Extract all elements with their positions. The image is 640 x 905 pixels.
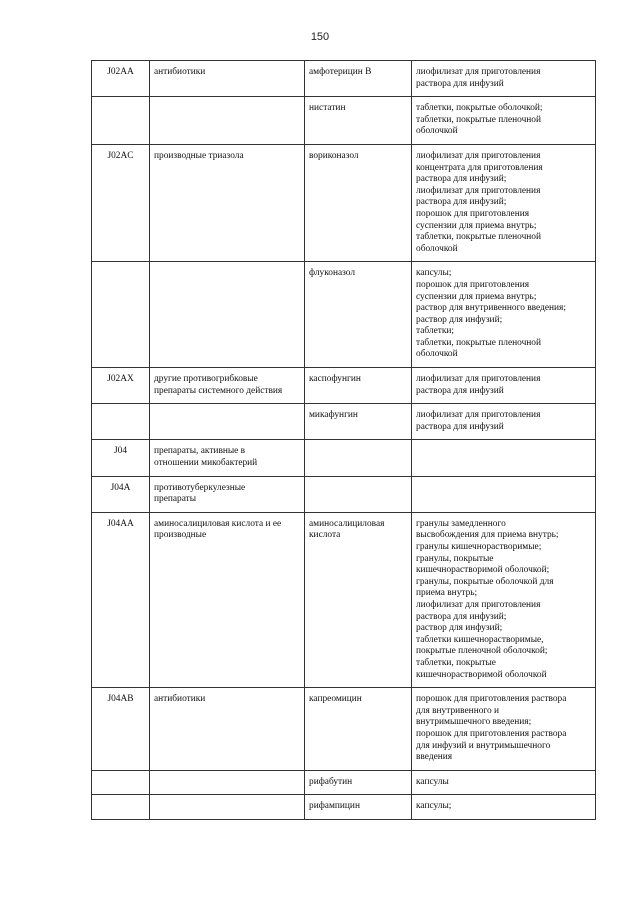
- group-name-cell: [150, 440, 305, 476]
- drug-name-line: каспофунгин: [309, 374, 361, 385]
- dosage-forms-line: для внутривенного и: [416, 705, 500, 716]
- drug-name-line: капреомицин: [309, 694, 362, 705]
- drug-name-line: рифабутин: [309, 776, 353, 787]
- atc-code-cell: J02AC: [92, 144, 150, 261]
- atc-code-cell: J02AA: [92, 61, 150, 97]
- drug-name-line: кислота: [309, 530, 341, 541]
- page-number: 150: [310, 31, 330, 43]
- dosage-forms-line: покрытые пленочной оболочкой;: [416, 646, 548, 657]
- drug-name-cell: [305, 440, 412, 476]
- group-name-cell: [150, 688, 305, 771]
- drug-table: [91, 60, 596, 820]
- table-row: [92, 440, 596, 476]
- group-name-line: антибиотики: [154, 694, 206, 705]
- drug-name-cell: [305, 404, 412, 440]
- dosage-forms-line: раствора для инфузий: [416, 78, 504, 89]
- dosage-forms-line: введения: [416, 752, 453, 763]
- dosage-forms-line: лиофилизат для приготовления: [416, 374, 541, 385]
- group-name-line: отношении микобактерий: [154, 458, 258, 469]
- group-name-line: другие противогрибковые: [154, 374, 258, 385]
- drug-name-cell: [305, 368, 412, 404]
- dosage-forms-line: для инфузий и внутримышечного: [416, 740, 551, 751]
- dosage-forms-line: гранулы кишечнорастворимые;: [416, 542, 542, 552]
- table-row: [92, 262, 596, 368]
- dosage-forms-line: раствора для инфузий;: [416, 611, 507, 622]
- dosage-forms-line: гранулы, покрытые оболочкой для: [416, 576, 554, 587]
- dosage-forms-line: раствора для инфузий: [416, 385, 504, 396]
- group-name-line: производные: [154, 530, 207, 541]
- drug-name-cell: [305, 61, 412, 97]
- dosage-forms-line: таблетки, покрытые: [416, 657, 496, 668]
- table-row: [92, 144, 596, 261]
- table-row: [92, 770, 596, 795]
- group-name-cell: [150, 262, 305, 368]
- dosage-forms-line: раствор для инфузий;: [416, 623, 503, 634]
- group-name-line: аминосалициловая кислота и ее: [154, 518, 282, 529]
- table-row: [92, 404, 596, 440]
- drug-name-line: аминосалициловая: [309, 518, 385, 529]
- table-row: [92, 476, 596, 512]
- drug-name-line: флуконазол: [309, 268, 356, 279]
- dosage-forms-line: суспензии для приема внутрь;: [416, 291, 537, 302]
- dosage-forms-line: лиофилизат для приготовления: [416, 185, 541, 196]
- atc-code-cell: J04AB: [92, 688, 150, 771]
- atc-code-cell: J04AA: [92, 512, 150, 687]
- group-name-line: препараты: [154, 494, 197, 505]
- table-row: [92, 368, 596, 404]
- dosage-forms-line: порошок для приготовления: [416, 279, 530, 290]
- group-name-line: препараты, активные в: [154, 446, 246, 457]
- dosage-forms-line: лиофилизат для приготовления: [416, 150, 541, 161]
- group-name-line: производные триазола: [154, 150, 244, 161]
- dosage-forms-line: приема внутрь;: [416, 588, 478, 599]
- dosage-forms-line: капсулы: [416, 776, 449, 787]
- dosage-forms-line: порошок для приготовления раствора: [416, 694, 567, 705]
- dosage-forms-line: раствор для внутривенного введения;: [416, 303, 566, 314]
- dosage-forms-line: капсулы;: [416, 801, 452, 812]
- drug-name-cell: [305, 795, 412, 820]
- dosage-forms-line: порошок для приготовления раствора: [416, 728, 567, 739]
- dosage-forms-line: гранулы замедленного: [416, 518, 506, 529]
- dosage-forms-line: лиофилизат для приготовления: [416, 67, 541, 77]
- group-name-cell: [150, 476, 305, 512]
- dosage-forms-cell: [412, 404, 596, 440]
- dosage-forms-cell: [412, 476, 596, 512]
- dosage-forms-cell: [412, 144, 596, 261]
- atc-code-cell: [92, 770, 150, 795]
- dosage-forms-line: оболочкой: [416, 349, 458, 360]
- group-name-cell: [150, 404, 305, 440]
- table-row: [92, 795, 596, 820]
- group-name-line: противотуберкулезные: [154, 482, 246, 493]
- dosage-forms-cell: [412, 795, 596, 820]
- dosage-forms-line: таблетки, покрытые оболочкой;: [416, 103, 543, 114]
- atc-code-cell: J04A: [92, 476, 150, 512]
- group-name-line: препараты системного действия: [154, 385, 283, 396]
- atc-code-cell: [92, 404, 150, 440]
- group-name-cell: [150, 368, 305, 404]
- drug-name-line: рифампицин: [309, 801, 360, 812]
- table-row: [92, 61, 596, 97]
- dosage-forms-line: таблетки кишечнорастворимые,: [416, 634, 544, 645]
- dosage-forms-line: кишечнорастворимой оболочкой;: [416, 565, 550, 576]
- dosage-forms-line: раствор для инфузий;: [416, 314, 503, 325]
- drug-name-cell: [305, 688, 412, 771]
- dosage-forms-line: таблетки;: [416, 326, 455, 337]
- dosage-forms-cell: [412, 512, 596, 687]
- dosage-forms-line: внутримышечного введения;: [416, 717, 532, 728]
- group-name-cell: [150, 97, 305, 145]
- dosage-forms-line: раствора для инфузий;: [416, 197, 507, 208]
- table-body: [92, 61, 596, 820]
- group-name-line: антибиотики: [154, 67, 206, 77]
- atc-code-cell: [92, 262, 150, 368]
- dosage-forms-line: капсулы;: [416, 268, 452, 279]
- group-name-cell: [150, 144, 305, 261]
- dosage-forms-line: порошок для приготовления: [416, 208, 530, 219]
- dosage-forms-line: лиофилизат для приготовления: [416, 410, 541, 421]
- dosage-forms-line: оболочкой: [416, 126, 458, 137]
- dosage-forms-line: кишечнорастворимой оболочкой: [416, 669, 547, 680]
- drug-name-cell: [305, 512, 412, 687]
- dosage-forms-line: оболочкой: [416, 243, 458, 254]
- drug-name-cell: [305, 476, 412, 512]
- drug-name-cell: [305, 97, 412, 145]
- drug-name-cell: [305, 144, 412, 261]
- drug-name-cell: [305, 770, 412, 795]
- dosage-forms-cell: [412, 61, 596, 97]
- dosage-forms-line: лиофилизат для приготовления: [416, 599, 541, 610]
- dosage-forms-line: таблетки, покрытые пленочной: [416, 337, 542, 348]
- group-name-cell: [150, 795, 305, 820]
- dosage-forms-cell: [412, 97, 596, 145]
- table-row: [92, 688, 596, 771]
- atc-code-cell: J02AX: [92, 368, 150, 404]
- atc-code-cell: [92, 795, 150, 820]
- atc-code-cell: J04: [92, 440, 150, 476]
- table-row: [92, 97, 596, 145]
- drug-name-line: вориконазол: [309, 150, 359, 161]
- drug-name-line: нистатин: [309, 103, 346, 114]
- dosage-forms-line: таблетки, покрытые пленочной: [416, 232, 542, 243]
- dosage-forms-line: суспензии для приема внутрь;: [416, 220, 537, 231]
- dosage-forms-line: гранулы, покрытые: [416, 553, 494, 564]
- dosage-forms-cell: [412, 262, 596, 368]
- dosage-forms-cell: [412, 440, 596, 476]
- dosage-forms-cell: [412, 688, 596, 771]
- atc-code-cell: [92, 97, 150, 145]
- dosage-forms-cell: [412, 368, 596, 404]
- group-name-cell: [150, 61, 305, 97]
- dosage-forms-line: концентрата для приготовления: [416, 162, 543, 173]
- dosage-forms-line: таблетки, покрытые пленочной: [416, 114, 542, 125]
- drug-name-line: микафунгин: [309, 410, 358, 421]
- table-row: [92, 512, 596, 687]
- dosage-forms-line: раствора для инфузий: [416, 421, 504, 432]
- drug-name-line: амфотерицин В: [309, 67, 372, 77]
- dosage-forms-cell: [412, 770, 596, 795]
- group-name-cell: [150, 770, 305, 795]
- dosage-forms-line: высвобождения для приема внутрь;: [416, 530, 559, 541]
- dosage-forms-line: раствора для инфузий;: [416, 174, 507, 185]
- drug-name-cell: [305, 262, 412, 368]
- group-name-cell: [150, 512, 305, 687]
